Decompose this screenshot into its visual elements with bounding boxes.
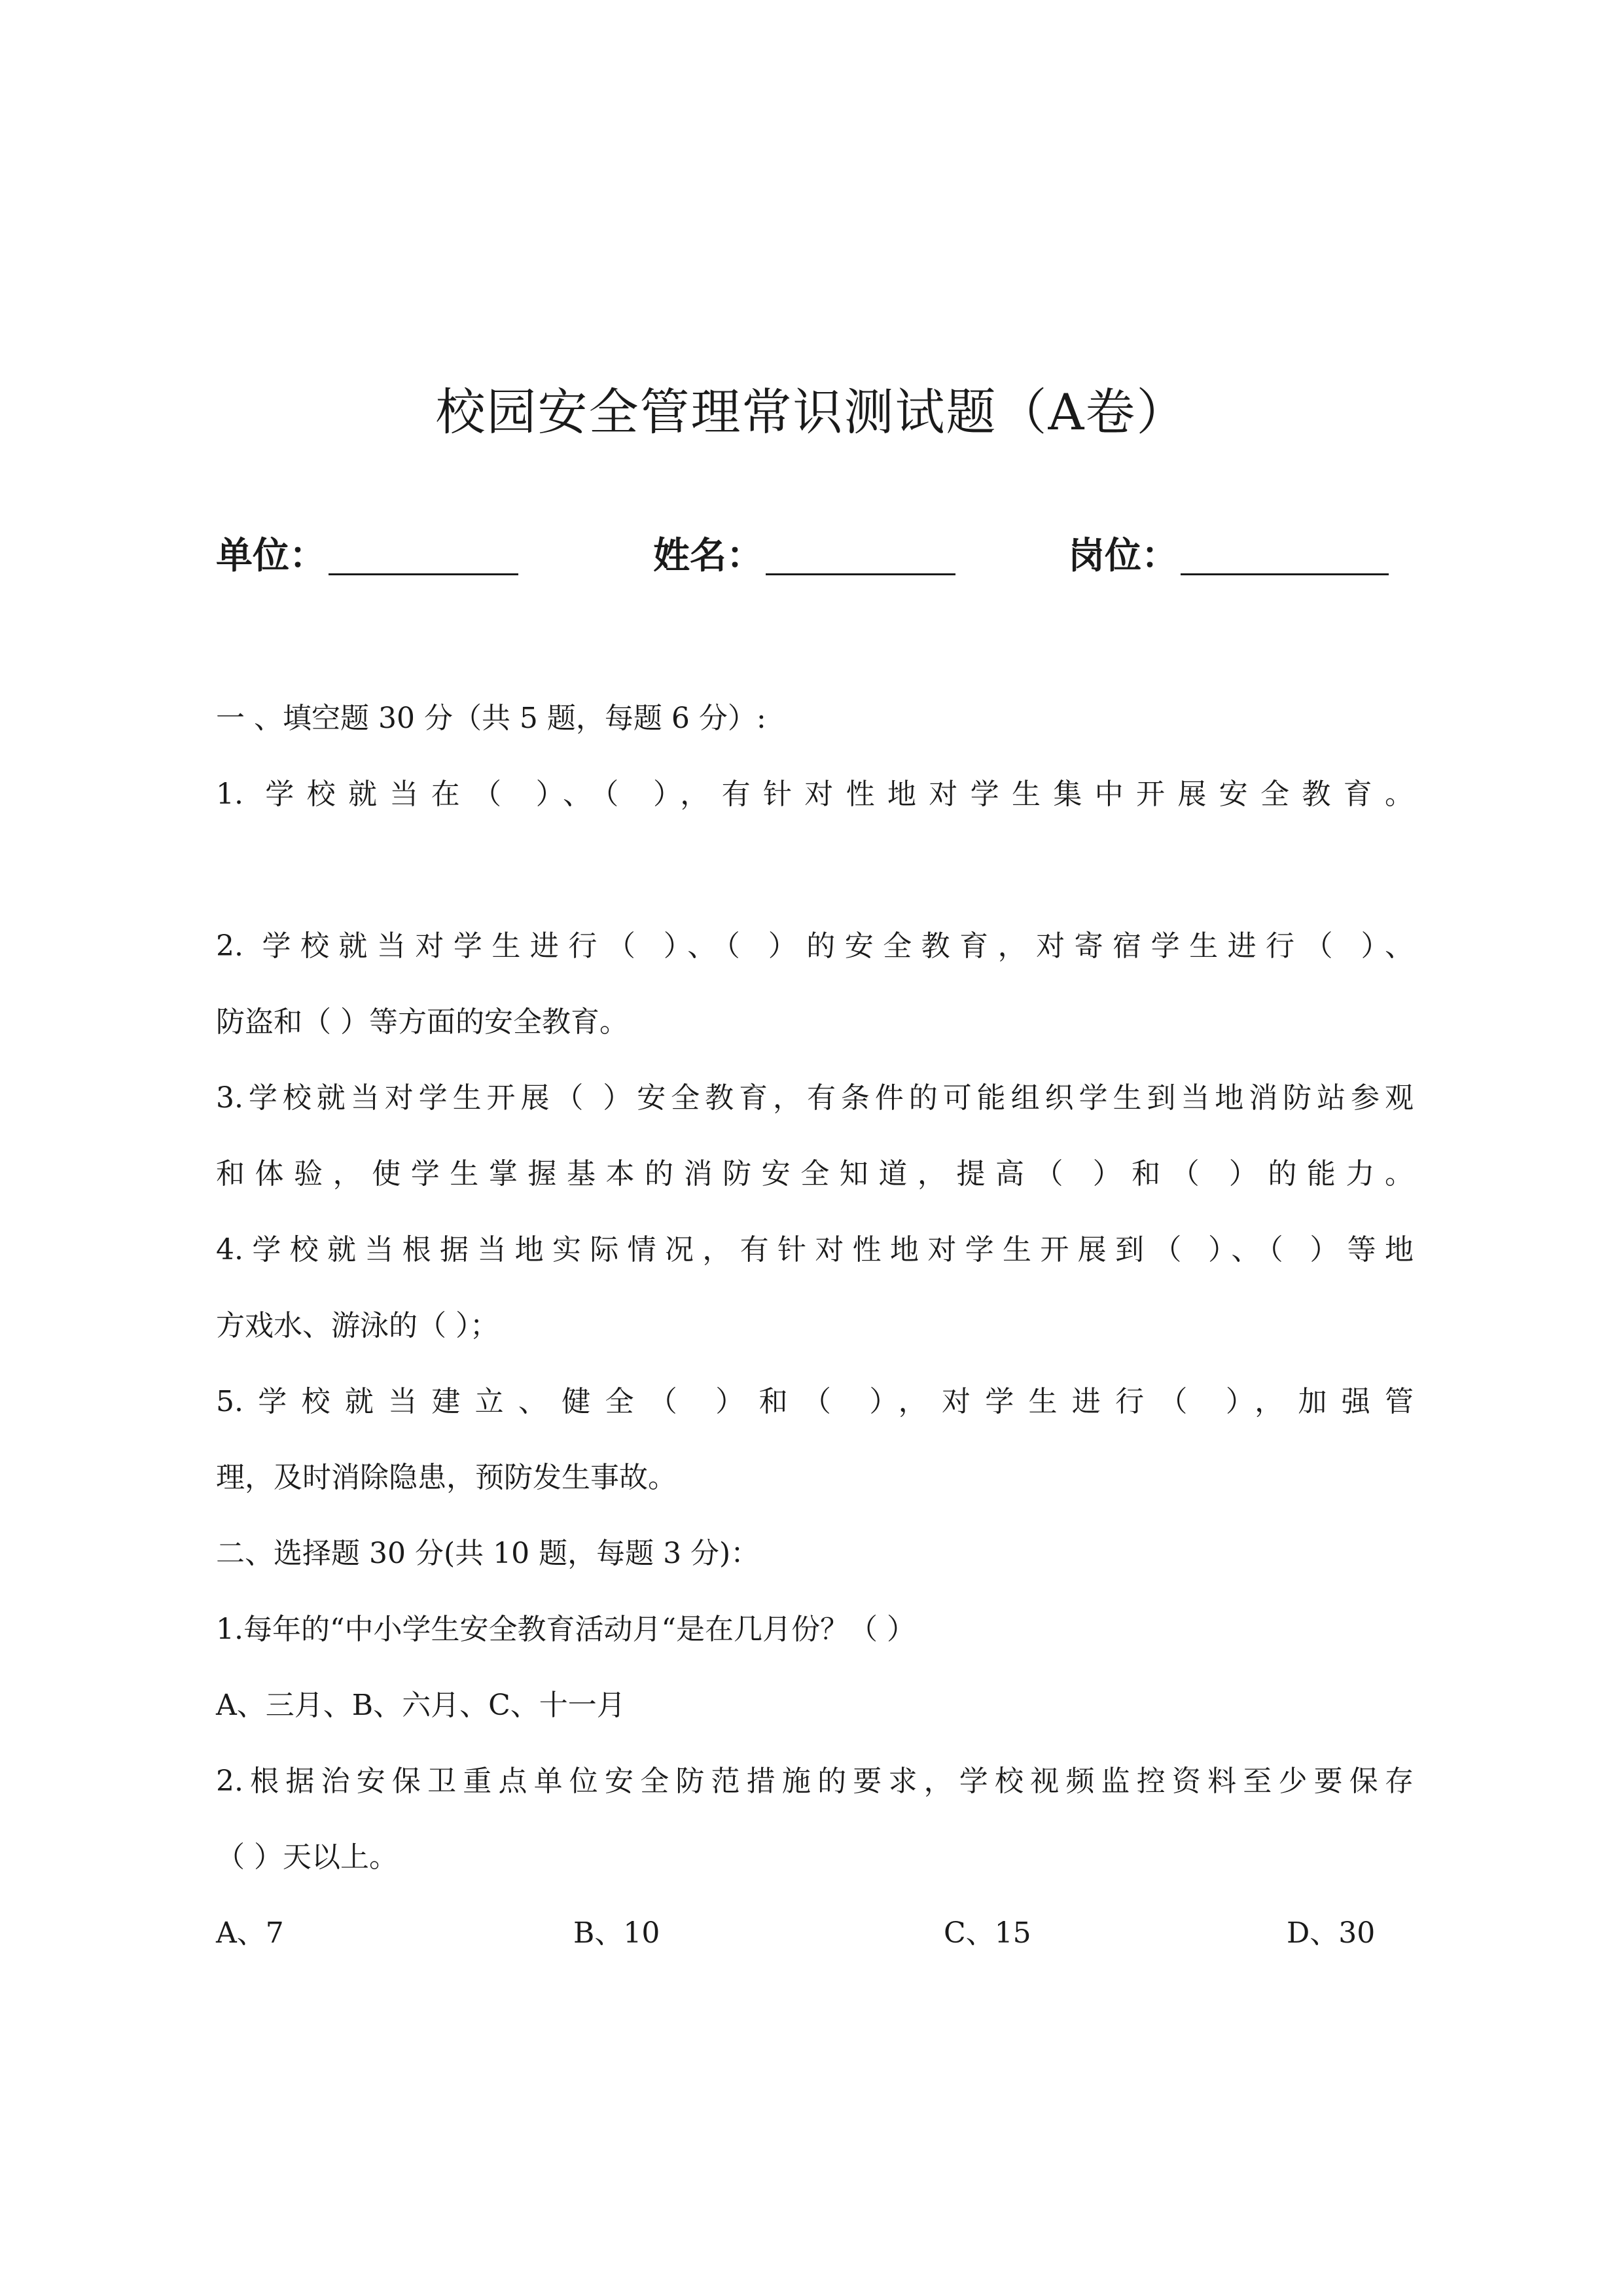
choice-question-2-line-1: 2.根据治安保卫重点单位安全防范措施的要求，学校视频监控资料至少要保存 bbox=[216, 1765, 1414, 1798]
unit-label: 单位： bbox=[216, 535, 326, 577]
fill-question-4-line-1: 4.学校就当根据当地实际情况，有针对性地对学生开展到（ ）、（ ）等地 bbox=[216, 1233, 1414, 1266]
choice-question-2-option-b: B、10 bbox=[573, 1916, 660, 1950]
fill-question-1: 1. 学校就当在（ ）、（ ），有针对性地对学生集中开展安全教育。 bbox=[216, 778, 1414, 811]
fill-question-2-line-2: 防盗和（ ）等方面的安全教育。 bbox=[216, 1005, 628, 1039]
choice-question-1: 1.每年的“中小学生安全教育活动月“是在几月份？（ ） bbox=[216, 1613, 916, 1646]
section-1-heading: 一 、填空题 30 分（共 5 题，每题 6 分）: bbox=[216, 702, 766, 735]
choice-question-2-option-c: C、15 bbox=[944, 1916, 1031, 1950]
unit-blank[interactable] bbox=[329, 573, 518, 575]
page-title: 校园安全管理常识测试题（A卷） bbox=[435, 383, 1188, 441]
post-blank[interactable] bbox=[1181, 573, 1389, 575]
fill-question-5-line-1: 5.学校就当建立、健全（ ）和（ ），对学生进行（ ），加强管 bbox=[216, 1385, 1414, 1418]
choice-question-2-line-2: （ ）天以上。 bbox=[216, 1840, 398, 1874]
name-blank[interactable] bbox=[766, 573, 955, 575]
post-label: 岗位： bbox=[1068, 535, 1178, 577]
info-row bbox=[216, 524, 1433, 589]
name-label: 姓名： bbox=[653, 535, 763, 577]
fill-question-2-line-1: 2. 学校就当对学生进行（ ）、（ ）的安全教育，对寄宿学生进行（ ）、 bbox=[216, 929, 1414, 963]
choice-question-1-options: A、三月、B、六月、C、十一月 bbox=[216, 1689, 626, 1722]
section-2-heading: 二、选择题 30 分(共 10 题，每题 3 分)： bbox=[216, 1537, 760, 1570]
fill-question-5-line-2: 理，及时消除隐患，预防发生事故。 bbox=[216, 1461, 677, 1494]
fill-question-3-line-1: 3.学校就当对学生开展（ ）安全教育，有条件的可能组织学生到当地消防站参观 bbox=[216, 1081, 1414, 1115]
fill-question-4-line-2: 方戏水、游泳的（ ）； bbox=[216, 1309, 499, 1342]
choice-question-2-option-a: A、7 bbox=[216, 1916, 284, 1950]
fill-question-3-line-2: 和体验，使学生掌握基本的消防安全知道，提高（ ）和（ ）的能力。 bbox=[216, 1157, 1414, 1191]
choice-question-2-option-d: D、30 bbox=[1287, 1916, 1376, 1950]
